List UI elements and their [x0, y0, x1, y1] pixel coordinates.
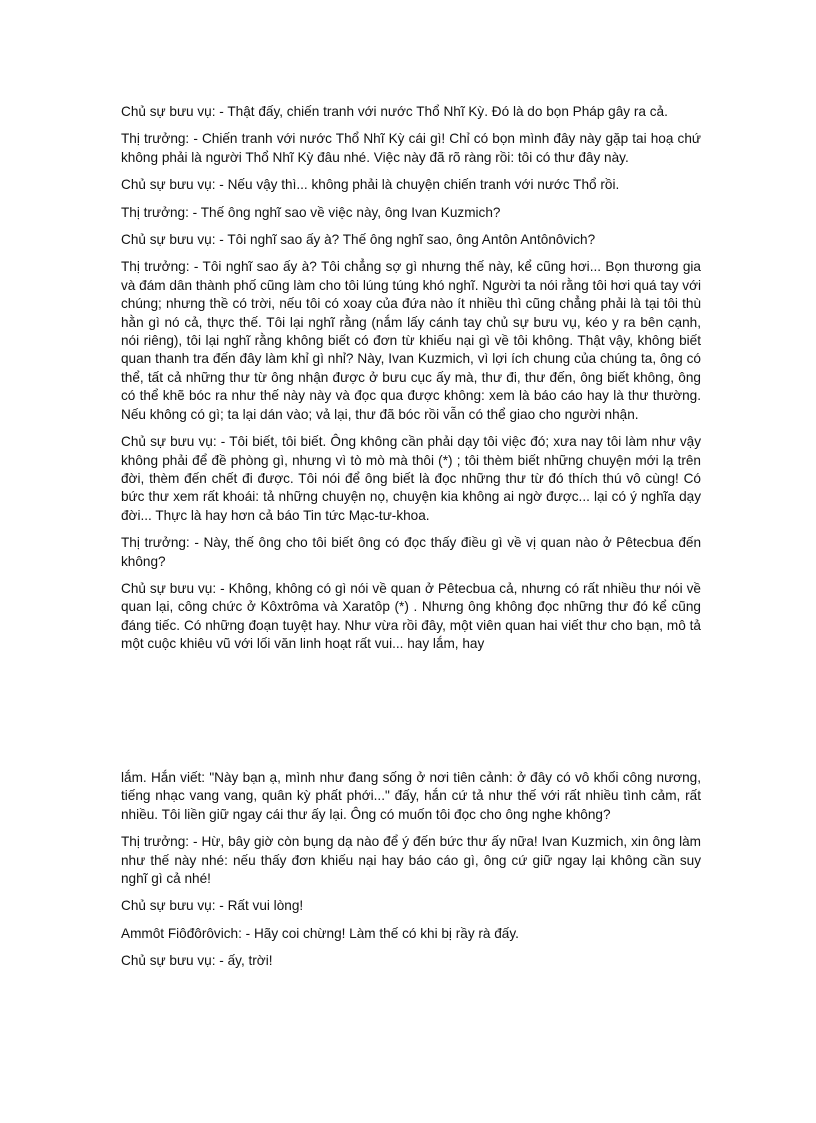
text-block-top [121, 103, 701, 654]
paragraph: Thị trưởng: - Thế ông nghĩ sao về việc này, ông Ivan Kuzmich? [121, 204, 501, 220]
paragraph: Chủ sự bưu vụ: - Rất vui lòng! [121, 898, 304, 914]
paragraph: Chủ sự bưu vụ: - ấy, trời! [121, 953, 273, 969]
paragraph: Ammôt Fiôđôrôvich: - Hãy coi chừng! Làm thế có khi bị rầy rà đấy. [121, 925, 519, 941]
paragraph: Chủ sự bưu vụ: - Nếu vậy thì... không phải là chuyện chiến tranh với nước Thổ rồi. [121, 177, 620, 193]
paragraph: Chủ sự bưu vụ: - Tôi biết, tôi biết. Ông không cần phải dạy tôi việc đó; xưa nay tôi làm như vậy không phải để đề phòng gì, nhưng vì tò mò mà thôi (*) ; tôi thèm biết những chuyện mới lạ trên đời, thèm đến chết đi được. Tôi nói để ông biết là đọc những thư từ đó thích thú vô cùng! Có bức thư xem rất khoái: tả những chuyện nọ, chuyện kia không ai ngờ được... lại có ý nghĩa dạy đời... Thực là hay hơn cả báo Tin tức Mạc-tư-khoa. [121, 434, 701, 523]
paragraph: Chủ sự bưu vụ: - Thật đấy, chiến tranh với nước Thổ Nhĩ Kỳ. Đó là do bọn Pháp gây ra cả. [121, 104, 668, 119]
paragraph: Thị trưởng: - Chiến tranh với nước Thổ Nhĩ Kỳ cái gì! Chỉ có bọn mình đây này gặp tai hoạ chứ không phải là người Thổ Nhĩ Kỳ đâu nhé. Việc này đã rõ ràng rồi: tôi có thư đây này. [121, 131, 701, 165]
paragraph: Thị trưởng: - Tôi nghĩ sao ấy à? Tôi chẳng sợ gì nhưng thế này, kể cũng hơi... Bọn thương gia và đám dân thành phố cũng làm cho tôi lúng túng khó nghĩ. Người ta nói rằng tôi hơi quá tay với chúng; nhưng thề có trời, nếu tôi có xoay của đứa nào ít nhiều thì cũng chẳng phải là tại tôi thù hằn gì nó cả, thực thế. Tôi lại nghĩ rằng (nắm lấy cánh tay chủ sự bưu vụ, kéo y ra bên cạnh, nói riêng), tôi lại nghĩ rằng không biết có đơn từ khiếu nại gì về tôi không. Thật vậy, không biết quan thanh tra đến đây làm khỉ gì nhỉ? Này, Ivan Kuzmich, vì lợi ích chung của chúng ta, ông có thể, tất cả những thư từ ông nhận được ở bưu cục ấy mà, thư đi, thư đến, ông biết không, ông có thể khẽ bóc ra như thế này này và đọc qua được không: xem là báo cáo hay là thư thường. Nếu không có gì; ta lại dán vào; vả lại, thư đã bóc rồi vẫn có thể giao cho người nhận. [121, 259, 701, 422]
paragraph: Chủ sự bưu vụ: - Tôi nghĩ sao ấy à? Thế ông nghĩ sao, ông Antôn Antônôvich? [121, 232, 596, 248]
paragraph: Chủ sự bưu vụ: - Không, không có gì nói về quan ở Pêtecbua cả, nhưng có rất nhiều thư nói về quan lại, công chức ở Kôxtrôma và Xaratôp (*) . Nhưng ông không đọc những thư đó kể cũng đáng tiếc. Có những đoạn tuyệt hay. Như vừa rồi đây, một viên quan hai viết thư cho bạn, mô tả một cuộc khiêu vũ với lối văn linh hoạt rất vui... hay lắm, hay [121, 580, 701, 652]
paragraph: Thị trưởng: - Này, thế ông cho tôi biết ông có đọc thấy điều gì về vị quan nào ở Pêtecbua đến không? [121, 535, 701, 569]
paragraph: lắm. Hắn viết: "Này bạn ạ, mình như đang sống ở nơi tiên cảnh: ở đây có vô khối công nương, tiếng nhạc vang vang, quân kỳ phất phới..." đấy, hắn cứ tả như thế với rất nhiều tình cảm, rất nhiều. Tôi liền giữ ngay cái thư ấy lại. Ông có muốn tôi đọc cho ông nghe không? [121, 770, 701, 822]
paragraph: Thị trưởng: - Hừ, bây giờ còn bụng dạ nào để ý đến bức thư ấy nữa! Ivan Kuzmich, xin ông làm như thế này nhé: nếu thấy đơn khiếu nại hay báo cáo gì, ông cứ giữ ngay lại không cần suy nghĩ gì cả nhé! [121, 834, 701, 887]
text-block-bottom [121, 769, 701, 971]
